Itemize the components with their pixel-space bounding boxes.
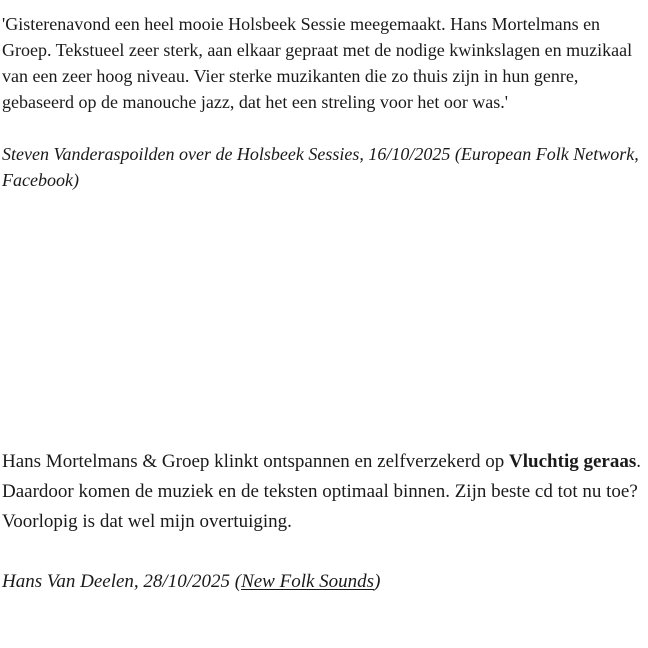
- empty-space: [2, 193, 645, 447]
- attribution-prefix: Hans Van Deelen, 28/10/2025 (: [2, 571, 242, 592]
- review-text: [2, 447, 645, 537]
- album-title: Vluchtig geraas: [509, 451, 637, 472]
- review-new-folk-sounds: [2, 447, 645, 597]
- review-attribution: Steven Vanderaspoilden over de Holsbeek Sessies, 16/10/2025 (European Folk Network, Facebook): [2, 144, 639, 190]
- review-text-rest: . Daardoor komen de muziek en de teksten optimaal binnen. Zijn beste cd tot nu toe? Voorlopig is dat wel mijn overtuiging.: [2, 451, 641, 532]
- attribution-suffix: ): [374, 571, 381, 592]
- review-quote: 'Gisterenavond een heel mooie Holsbeek Sessie meegemaakt. Hans Mortelmans en Groep. Tekstueel zeer sterk, aan elkaar gepraat met de nodige kwinkslagen en muzikaal van een zeer hoog niveau. Vier sterke muzikanten die zo thuis zijn in hun genre, gebaseerd op de manouche jazz, dat het een streling voor het oor was.': [2, 14, 633, 112]
- review-holsbeek-sessie: [2, 11, 645, 193]
- review-text-lead: Hans Mortelmans & Groep klinkt ontspannen en zelfverzekerd op: [2, 451, 510, 472]
- review-attribution: [2, 567, 645, 597]
- new-folk-sounds-link[interactable]: New Folk Sounds: [241, 571, 375, 592]
